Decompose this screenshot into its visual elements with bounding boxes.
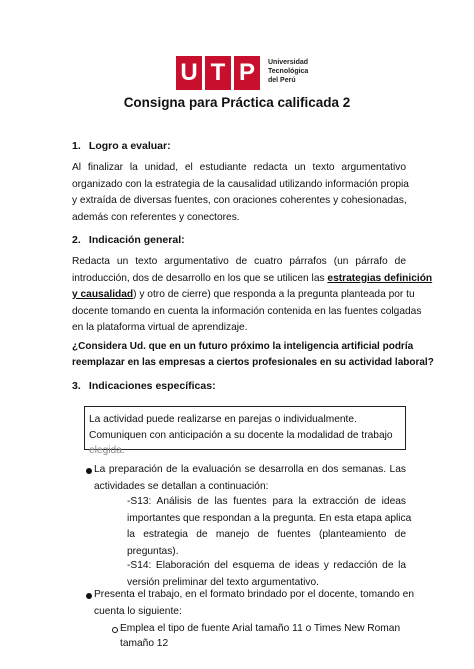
bullet-line: Presenta el trabajo, en el formato brindado por el docente, tomando en — [94, 589, 414, 600]
paragraph-line: organizado con la estrategia de la causalidad utilizando información propia — [72, 178, 409, 190]
section-number: 3. — [72, 380, 81, 392]
box-line: La actividad puede realizarse en parejas o individualmente. — [89, 414, 357, 425]
utp-logo — [176, 56, 310, 94]
paragraph-text: introducción, dos de desarrollo en los que se utilicen las — [72, 272, 328, 284]
paragraph-line: docente tomando en cuenta la información contenida en las fuentes colgadas — [72, 305, 422, 317]
prompt-question — [72, 339, 434, 371]
strategy-term: y causalidad — [72, 289, 134, 300]
logo-letter-u: U — [176, 56, 202, 90]
logo-letter-t: T — [205, 56, 231, 90]
paragraph-line: además con referentes y conectores. — [72, 211, 240, 223]
paragraph-line: Al finalizar la unidad, el estudiante redacta un texto argumentativo — [72, 162, 406, 173]
sub-bullet-line: Emplea el tipo de fuente Arial tamaño 11 o Times New Roman — [120, 623, 401, 634]
logo-text-line: Tecnológica — [268, 68, 309, 75]
section-number: 2. — [72, 234, 81, 246]
section-heading-text: Indicación general: — [88, 234, 185, 246]
paragraph-line — [72, 271, 433, 288]
section-heading-text: Indicaciones específicas: — [88, 380, 216, 392]
sub-line: preguntas). — [127, 545, 179, 557]
sub-line: versión preliminar del texto argumentativo. — [127, 576, 319, 588]
logo-text — [268, 58, 312, 85]
sub-bullet-font-format — [120, 622, 420, 651]
bullet-line: cuenta lo siguiente: — [94, 605, 182, 617]
box-line: Comuniquen con anticipación a su docente la modalidad de trabajo — [89, 429, 393, 441]
section2-paragraph — [72, 254, 433, 337]
box-line: elegida. — [89, 445, 125, 456]
bullet-item-preparation — [94, 462, 406, 495]
strategy-term: estrategias definición — [327, 272, 433, 284]
bullet-item-presentation — [94, 587, 414, 620]
paragraph-line — [72, 287, 415, 304]
sub-bullet-line: tamaño 12 — [120, 637, 169, 649]
question-line: ¿Considera Ud. que en un futuro próximo la inteligencia artificial podría — [72, 341, 414, 352]
sub-line: -S13: Análisis de las fuentes para la extracción de ideas — [127, 496, 406, 507]
document-title: Consigna para Práctica calificada 2 — [123, 95, 351, 110]
paragraph-text: ) y otro de cierre) que responda a la pregunta planteada por tu — [133, 289, 415, 300]
sub-line: -S14: Elaboración del esquema de ideas y redacción de la — [127, 560, 406, 571]
section-heading-text: Logro a evaluar: — [88, 140, 171, 152]
bullet-icon — [86, 593, 92, 599]
sub-line: importantes que respondan a la pregunta. En esta etapa aplica — [127, 512, 412, 524]
section1-paragraph — [72, 160, 409, 226]
section1-heading — [72, 140, 171, 152]
modality-note-box — [84, 406, 406, 456]
section2-heading — [72, 234, 185, 246]
sub-line: la estrategia de manejo de fuentes (planteamiento de — [127, 529, 406, 540]
s13-item — [127, 494, 412, 560]
paragraph-line: Redacta un texto argumentativo de cuatro párrafos (un párrafo de — [72, 256, 406, 267]
paragraph-line: en la plataforma virtual de aprendizaje. — [72, 322, 248, 333]
paragraph-line: y extraída de diversas fuentes, con oraciones coherentes y cohesionadas, — [72, 195, 407, 206]
section-number: 1. — [72, 140, 81, 152]
logo-letter-p: P — [234, 56, 260, 90]
section3-heading — [72, 380, 216, 392]
bullet-icon — [86, 468, 92, 474]
logo-text-line: del Perú — [268, 77, 296, 84]
logo-text-line: Universidad — [268, 59, 309, 66]
bullet-line: La preparación de la evaluación se desarrolla en dos semanas. Las — [94, 464, 406, 475]
bullet-line: actividades se detallan a continuación: — [94, 480, 269, 492]
question-line: reemplazar en las empresas a ciertos profesionales en su actividad laboral? — [72, 357, 434, 368]
circle-bullet-icon — [112, 627, 118, 633]
